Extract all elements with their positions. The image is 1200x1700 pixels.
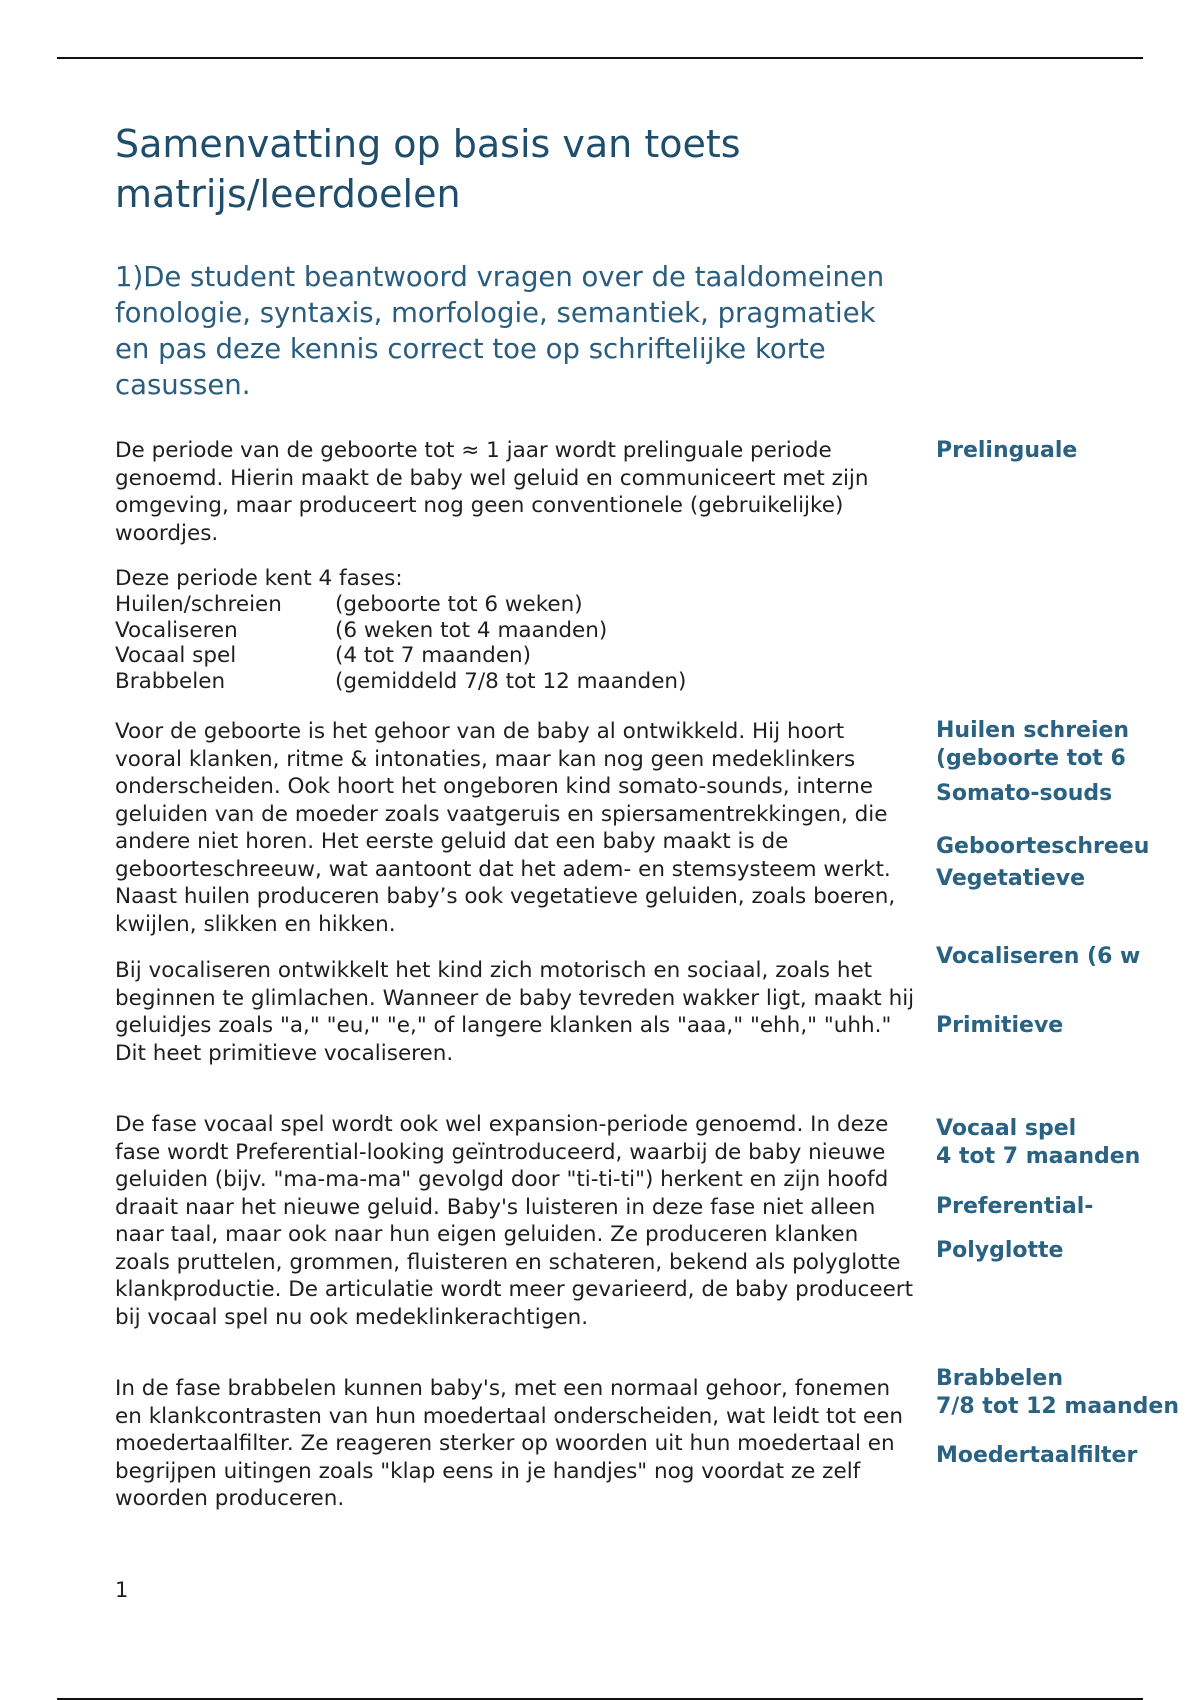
margin-note-somato: Somato-souds <box>936 781 1113 806</box>
margin-note-huilen-range: (geboorte tot 6 <box>936 746 1126 771</box>
phase-name: Vocaal spel <box>115 643 237 668</box>
margin-note-brabbelen: Brabbelen <box>936 1366 1064 1391</box>
margin-note-preferential: Preferential- <box>936 1194 1094 1219</box>
header-rule <box>57 57 1143 59</box>
margin-note-vocaal-spel-range: 4 tot 7 maanden <box>936 1144 1141 1169</box>
phase-name: Vocaliseren <box>115 617 238 643</box>
phase-range: (6 weken tot 4 maanden) <box>335 617 608 643</box>
phase-row <box>115 643 915 669</box>
margin-note-moedertaalfilter: Moedertaalfilter <box>936 1443 1138 1468</box>
phase-row <box>115 669 915 695</box>
margin-note-vegetatieve: Vegetatieve <box>936 866 1086 891</box>
phase-row <box>115 592 915 618</box>
margin-note-huilen: Huilen schreien <box>936 718 1130 743</box>
margin-note-polyglotte: Polyglotte <box>936 1238 1064 1263</box>
margin-note-primitieve: Primitieve <box>936 1013 1064 1038</box>
learning-goal-heading: 1)De student beantwoord vragen over de taaldomeinen fonologie, syntaxis, morfologie, semantiek, pragmatiek en pas deze kennis correct toe op schriftelijke korte casussen. <box>115 261 885 401</box>
document-title: Samenvatting op basis van toets matrijs/leerdoelen <box>115 122 741 216</box>
margin-note-vocaal-spel: Vocaal spel <box>936 1116 1077 1141</box>
paragraph-babbling-phase: In de fase brabbelen kunnen baby's, met een normaal gehoor, fonemen en klankcontrasten van hun moedertaal onderscheiden, wat leidt tot een moedertaalfilter. Ze reageren sterker op woorden uit hun moedertaal en begrijpen uitingen zoals "klap eens in je handjes" nog voordat ze zelf woorden produceren. <box>115 1376 903 1511</box>
phase-name: Brabbelen <box>115 668 226 694</box>
phase-row <box>115 618 915 644</box>
margin-note-vocaliseren: Vocaliseren (6 w <box>936 944 1141 969</box>
paragraph-prelinguistic-period: De periode van de geboorte tot ≈ 1 jaar wordt prelinguale periode genoemd. Hierin maakt de baby wel geluid en communiceert met zijn omgeving, maar produceert nog geen conventionele (gebruikelijke) woordjes. <box>115 438 869 546</box>
paragraph-vocal-play-phase: De fase vocaal spel wordt ook wel expansion-periode genoemd. In deze fase wordt Preferential-looking geïntroduceerd, waarbij de baby nieuwe geluiden (bijv. "ma-ma-ma" gevolgd door "ti-ti-ti") herkent en zijn hoofd draait naar het nieuwe geluid. Baby's luisteren in deze fase niet alleen naar taal, maar ook naar hun eigen geluiden. Ze produceren klanken zoals pruttelen, grommen, fluisteren en schateren, bekend als polyglotte klankproductie. De articulatie wordt meer gevarieerd, de baby produceert bij vocaal spel nu ook medeklinkerachtigen. <box>115 1112 914 1330</box>
margin-note-brabbelen-range: 7/8 tot 12 maanden <box>936 1394 1179 1419</box>
paragraph-vocalising-phase: Bij vocaliseren ontwikkelt het kind zich motorisch en sociaal, zoals het beginnen te glimlachen. Wanneer de baby tevreden wakker ligt, maakt hij geluidjes zoals "a," "eu," "e," of langere klanken als "aaa," "ehh," "uhh." Dit heet primitieve vocaliseren. <box>115 958 915 1066</box>
paragraph-crying-phase: Voor de geboorte is het gehoor van de baby al ontwikkeld. Hij hoort vooral klanken, ritme & intonaties, maar kan nog geen medeklinkers onderscheiden. Ook hoort het ongeboren kind somato-sounds, interne geluiden van de moeder zoals vaatgeruis en spiersamentrekkingen, die andere niet horen. Het eerste geluid dat een baby maakt is de geboorteschreeuw, wat aantoont dat het adem- en stemsysteem werkt. Naast huilen produceren baby’s ook vegetatieve geluiden, zoals boeren, kwijlen, slikken en hikken. <box>115 719 896 937</box>
phase-range: (4 tot 7 maanden) <box>335 643 532 668</box>
phases-intro: Deze periode kent 4 fases: <box>115 566 403 591</box>
phase-range: (geboorte tot 6 weken) <box>335 592 583 617</box>
phase-name: Huilen/schreien <box>115 592 282 617</box>
page-number: 1 <box>115 1578 129 1602</box>
phase-list <box>115 592 915 694</box>
phase-range: (gemiddeld 7/8 tot 12 maanden) <box>335 668 687 694</box>
margin-note-prelinguale: Prelinguale <box>936 438 1078 463</box>
margin-note-geboorteschreeuw: Geboorteschreeu <box>936 834 1150 859</box>
